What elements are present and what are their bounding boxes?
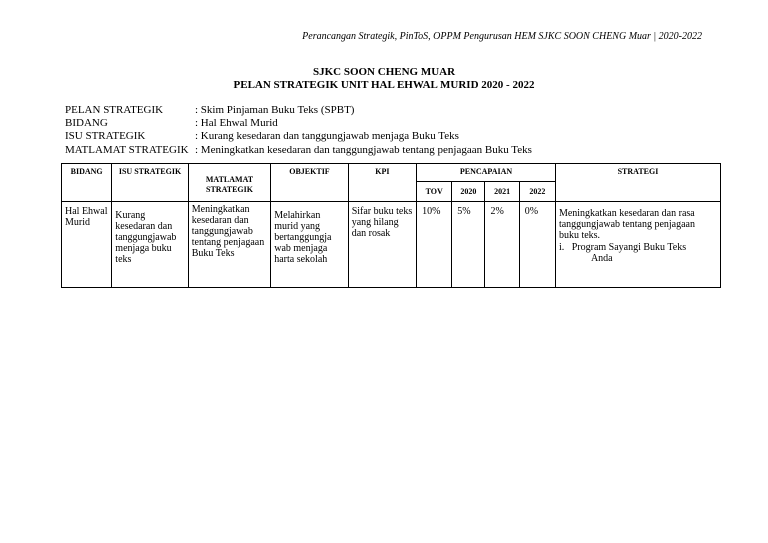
header-2021: 2021: [485, 182, 519, 202]
cell-matlamat: Meningkatkan kesedaran dan tanggungjawab tentang penjagaan Buku Teks: [188, 202, 270, 288]
info-label: BIDANG: [65, 117, 108, 130]
header-matlamat-strategik: MATLAMAT STRATEGIK: [188, 164, 270, 202]
table-row: [62, 202, 721, 288]
cell-objektif: Melahirkan murid yang bertanggungja wab menjaga harta sekolah: [271, 202, 348, 288]
cell-kpi: Sifar buku teks yang hilang dan rosak: [348, 202, 416, 288]
header-2022: 2022: [519, 182, 555, 202]
cell-2022: 0%: [519, 202, 555, 288]
info-row-pelan: [65, 104, 532, 117]
header-note: Perancangan Strategik, PinToS, OPPM Pengurusan HEM SJKC SOON CHENG Muar | 2020-2022: [302, 31, 702, 42]
plan-title: PELAN STRATEGIK UNIT HAL EHWAL MURID 2020 - 2022: [233, 79, 535, 91]
strategi-item-cont: Anda: [590, 253, 613, 264]
strategi-text: Meningkatkan kesedaran dan rasa tanggungjawab tentang penjagaan buku teks.: [558, 208, 695, 241]
header-2020: 2020: [452, 182, 485, 202]
info-row-bidang: [65, 117, 532, 130]
header-isu-strategik: ISU STRATEGIK: [112, 164, 188, 202]
info-label: MATLAMAT STRATEGIK: [65, 143, 189, 156]
info-value: : Hal Ehwal Murid: [195, 117, 278, 130]
header-kpi: KPI: [348, 164, 416, 202]
school-title: SJKC SOON CHENG MUAR: [312, 66, 456, 78]
plan-info: [65, 104, 532, 157]
info-value: : Meningkatkan kesedaran dan tanggungjawab tentang penjagaan Buku Teks: [195, 143, 532, 156]
cell-2021: 2%: [485, 202, 519, 288]
cell-tov: 10%: [417, 202, 452, 288]
cell-strategi: [555, 202, 720, 288]
strategi-item-number: i.: [558, 242, 565, 253]
strategi-item-text: Program Sayangi Buku Teks: [571, 242, 687, 253]
cell-2020: 5%: [452, 202, 485, 288]
header-strategi: STRATEGI: [555, 164, 720, 202]
info-row-isu: [65, 130, 532, 143]
strategi-item: [559, 242, 717, 253]
strategic-plan-table: [61, 163, 721, 288]
header-bidang: BIDANG: [62, 164, 112, 202]
header-objektif: OBJEKTIF: [271, 164, 348, 202]
header-pencapaian: PENCAPAIAN: [417, 164, 556, 182]
info-label: ISU STRATEGIK: [65, 130, 146, 143]
header-tov: TOV: [417, 182, 452, 202]
info-label: PELAN STRATEGIK: [65, 104, 164, 116]
header-row: [62, 164, 721, 182]
info-row-matlamat: [65, 144, 532, 157]
info-value: : Skim Pinjaman Buku Teks (SPBT): [195, 104, 355, 116]
cell-isu: Kurang kesedaran dan tanggungjawab menjaga buku teks: [112, 202, 188, 288]
cell-bidang: Hal Ehwal Murid: [62, 202, 112, 288]
info-value: : Kurang kesedaran dan tanggungjawab menjaga Buku Teks: [195, 130, 459, 143]
document-titles: [0, 66, 768, 92]
